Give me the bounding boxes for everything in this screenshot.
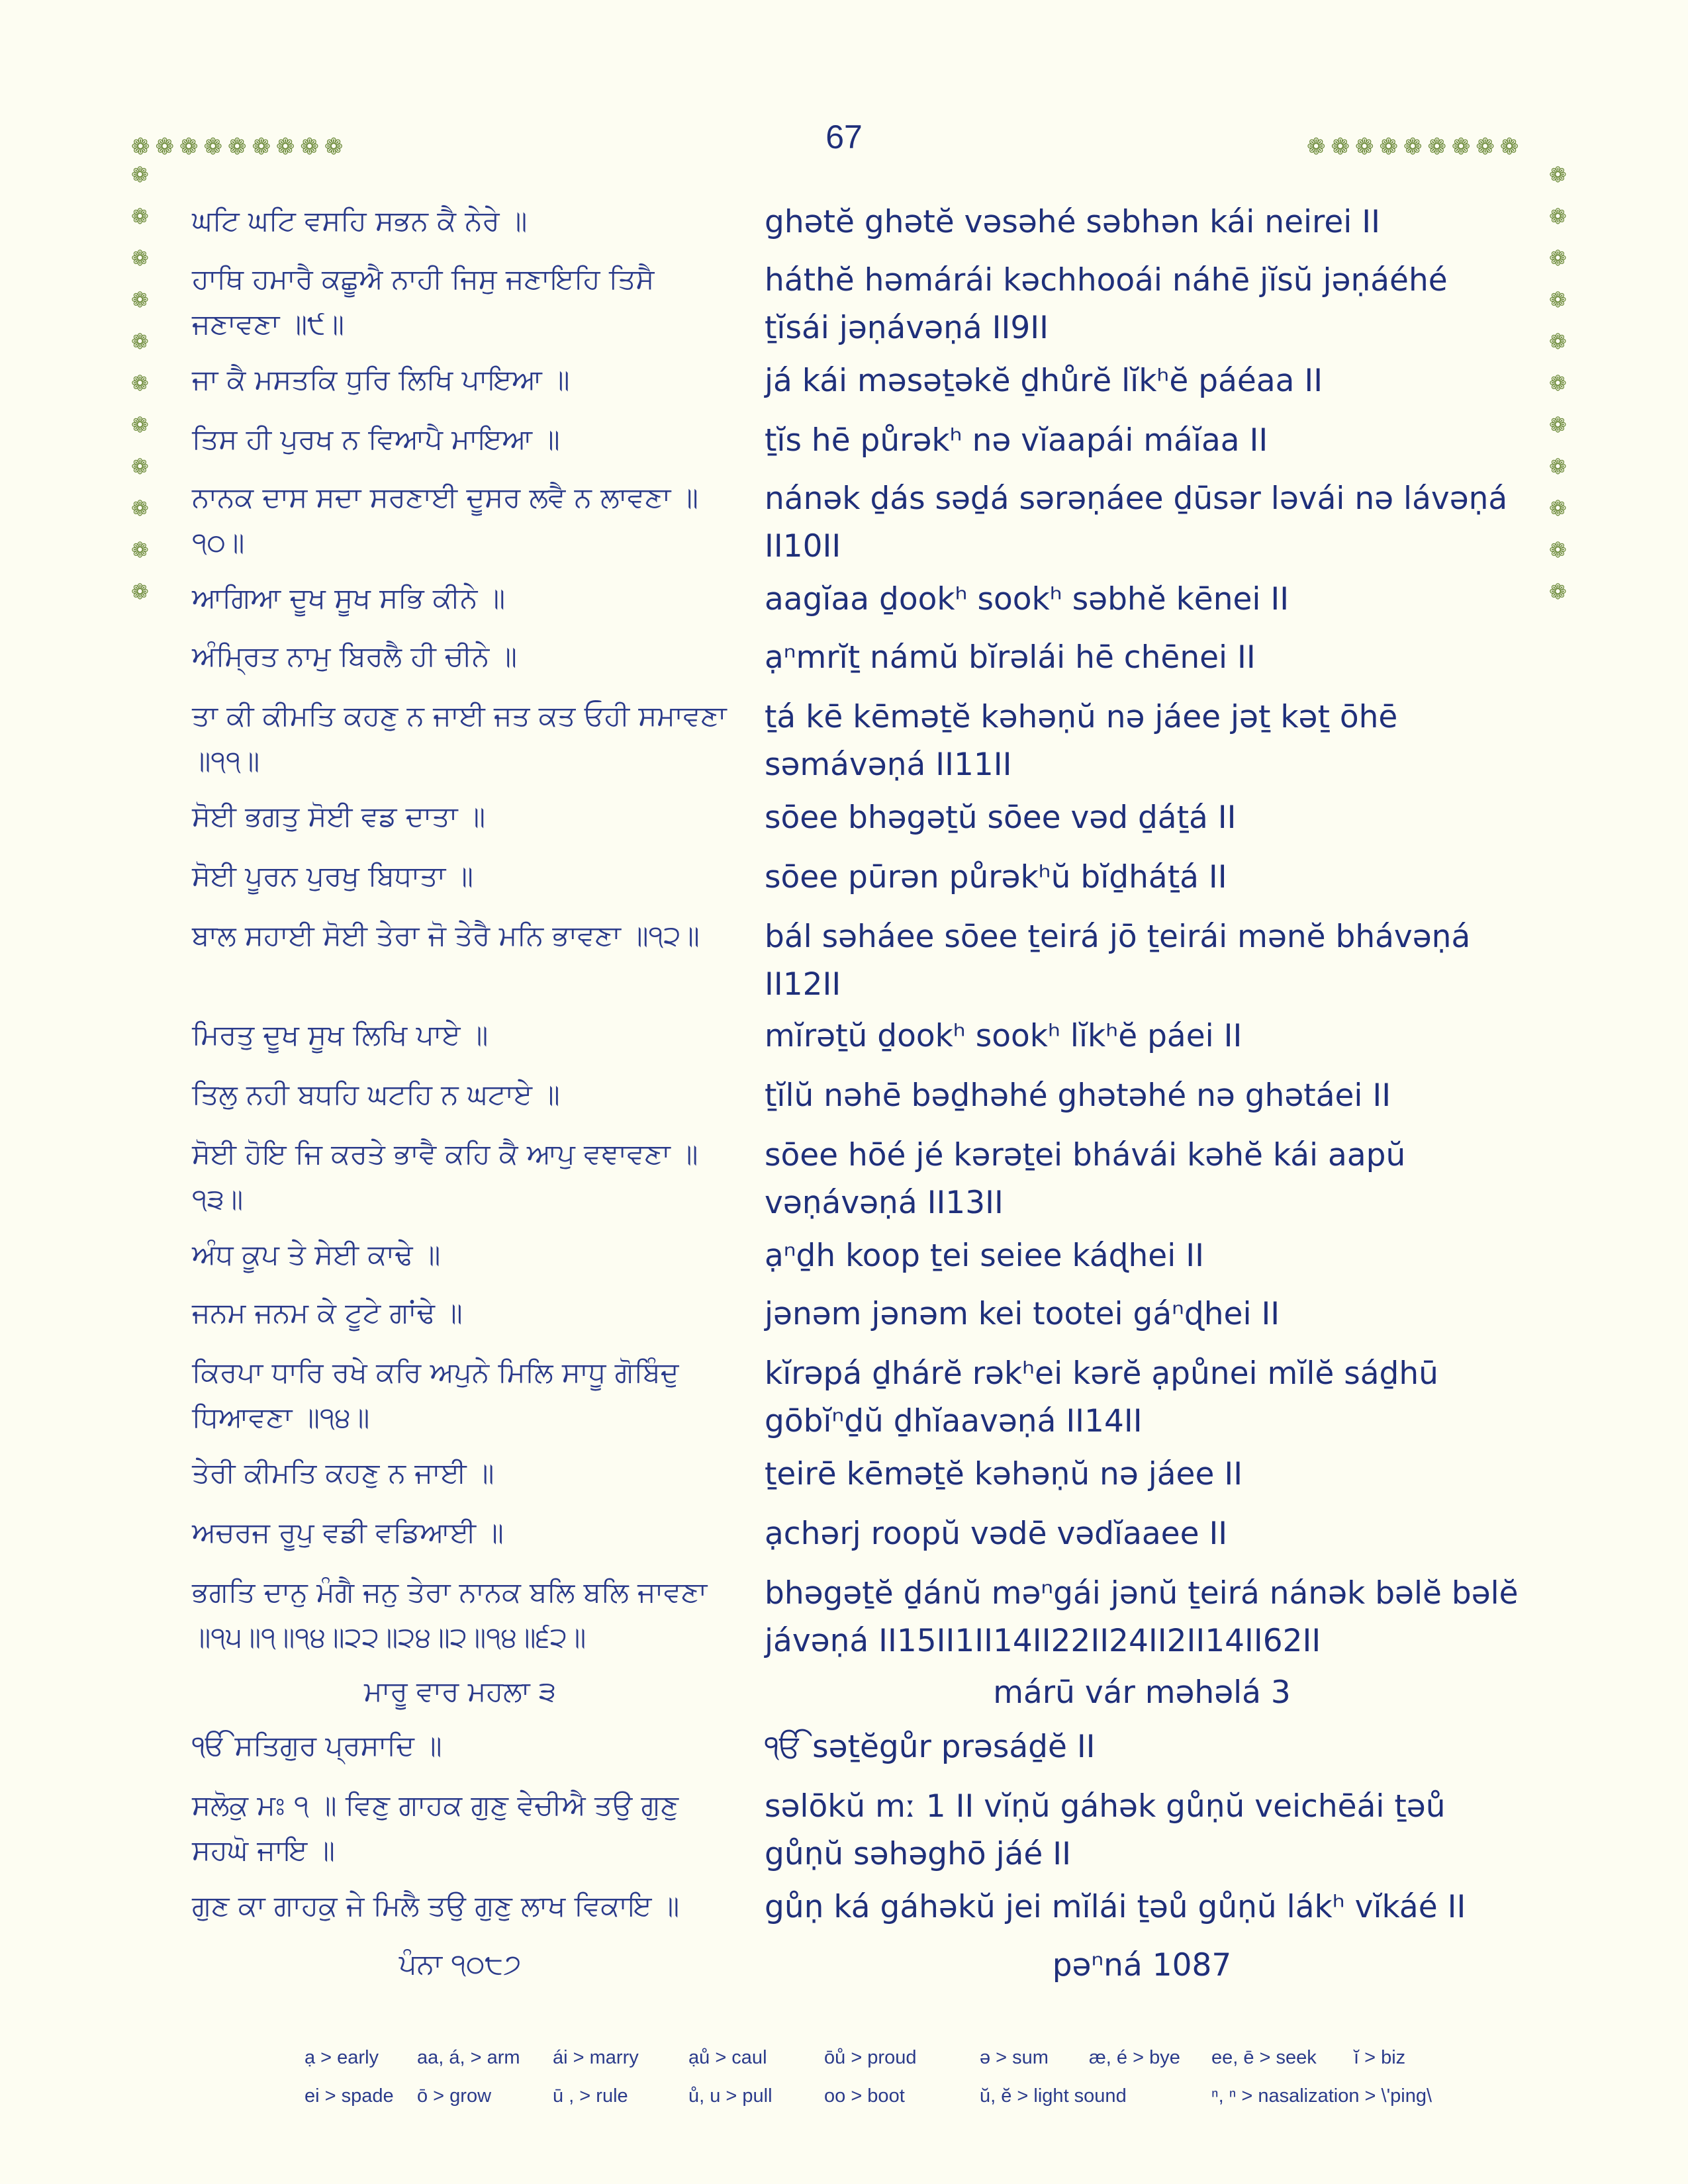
transliteration-line: bál səháee sōee ṯeirá jō ṯeirái mənĕ bhávəṇá II12II bbox=[765, 919, 1471, 1003]
transliteration-line: mĭrəṯŭ ḏookʰ sookʰ lĭkʰĕ páei II bbox=[765, 1018, 1243, 1054]
gurmukhi-line: ਆਗਿਆ ਦੂਖ ਸੂਖ ਸਭਿ ਕੀਨੇ ॥ bbox=[192, 582, 506, 614]
gurmukhi-line: ਸਲੋਕੁ ਮਃ ੧ ॥ ਵਿਣੁ ਗਾਹਕ ਗੁਣੁ ਵੇਚੀਐ ਤਉ ਗੁਣੁ ਸਹਘੋ ਜਾਇ ॥ bbox=[192, 1789, 679, 1866]
legend-row-1 bbox=[305, 2038, 1496, 2077]
gurmukhi-line: ਸੋਈ ਭਗਤੁ ਸੋਈ ਵਡ ਦਾਤਾ ॥ bbox=[192, 800, 486, 833]
legend-item: ů, u > pull bbox=[688, 2085, 773, 2107]
legend-item: ōů > proud bbox=[824, 2046, 917, 2068]
transliteration-line: bhəgəṯĕ ḏánŭ məⁿgái jənŭ ṯeirá nánək bəlĕ bəlĕ jávəṇá II15II1II14II22II24II2II14II62II bbox=[765, 1575, 1519, 1659]
gurmukhi-line: ੴ ਸਤਿਗੁਰ ਪ੍ਰਸਾਦਿ ॥ bbox=[192, 1729, 442, 1762]
gurmukhi-line: ਤਿਸ ਹੀ ਪੁਰਖ ਨ ਵਿਆਪੈ ਮਾਇਆ ॥ bbox=[192, 423, 560, 455]
legend-item: ō > grow bbox=[417, 2085, 492, 2107]
gurmukhi-line: ਬਾਲ ਸਹਾਈ ਸੋਈ ਤੇਰਾ ਜੋ ਤੇਰੈ ਮਨਿ ਭਾਵਣਾ ॥੧੨॥ bbox=[192, 919, 700, 952]
transliteration-line: ghətĕ ghətĕ vəsəhé səbhən kái neirei II bbox=[765, 204, 1380, 240]
legend-item: ū , > rule bbox=[553, 2085, 628, 2107]
gurmukhi-line: ਨਾਨਕ ਦਾਸ ਸਦਾ ਸਰਣਾਈ ਦੂਸਰ ਲਵੈ ਨ ਲਾਵਣਾ ॥੧੦॥ bbox=[192, 481, 698, 559]
top-left-ornament-row: ❁❁❁❁❁❁❁❁❁ bbox=[131, 134, 349, 160]
gurmukhi-line: ਤਿਲੁ ਨਹੀ ਬਧਹਿ ਘਟਹਿ ਨ ਘਟਾਏ ॥ bbox=[192, 1078, 560, 1111]
legend-item: ei > spade bbox=[305, 2085, 394, 2107]
gurmukhi-line: ਅਚਰਜ ਰੂਪੁ ਵਡੀ ਵਡਿਆਈ ॥ bbox=[192, 1516, 504, 1549]
gurmukhi-line: ਅੰਧ ਕੂਪ ਤੇ ਸੇਈ ਕਾਢੇ ॥ bbox=[192, 1238, 441, 1271]
legend-item: æ, é > bye bbox=[1089, 2046, 1180, 2068]
transliteration-line: kĭrəpá ḏhárĕ rəkʰei kərĕ ạpůnei mĭlĕ sáḏhū gōbĭⁿḏŭ ḏhĭaavəṇá II14II bbox=[765, 1355, 1438, 1439]
transliteration-line: ạⁿḏh koop ṯei seiee káɖhei II bbox=[765, 1238, 1204, 1274]
transliteration-line: háthĕ həmárái kəchhooái náhē jĭsŭ jəṇáéhé ṯĭsái jəṇávəṇá II9II bbox=[765, 262, 1448, 346]
pronunciation-legend bbox=[305, 2038, 1496, 2115]
gurmukhi-line: ਹਾਥਿ ਹਮਾਰੈ ਕਛੂਐ ਨਾਹੀ ਜਿਸੁ ਜਣਾਇਹਿ ਤਿਸੈ ਜਣਾਵਣਾ ॥੯॥ bbox=[192, 263, 655, 340]
transliteration-line: aagĭaa ḏookʰ sookʰ səbhĕ kēnei II bbox=[765, 581, 1289, 617]
right-ornament-column: ❁ ❁ ❁ ❁ ❁ ❁ ❁ ❁ ❁ ❁ ❁ bbox=[1549, 162, 1567, 604]
gurmukhi-line: ਸੋਈ ਪੂਰਨ ਪੁਰਖੁ ਬਿਧਾਤਾ ॥ bbox=[192, 860, 473, 892]
legend-item: aa, á, > arm bbox=[417, 2046, 520, 2068]
gurmukhi-line: ਜਾ ਕੈ ਮਸਤਕਿ ਧੁਰਿ ਲਿਖਿ ਪਾਇਆ ॥ bbox=[192, 363, 570, 396]
gurmukhi-line: ਮਿਰਤੁ ਦੂਖ ਸੂਖ ਲਿਖਿ ਪਾਏ ॥ bbox=[192, 1019, 489, 1051]
page-reference-gurmukhi: ਪੰਨਾ ੧੦੮੭ bbox=[399, 1948, 522, 1980]
transliteration-line: já kái məsəṯəkĕ ḏhůrĕ lĭkʰĕ páéaa II bbox=[765, 363, 1323, 399]
legend-item: ĭ > biz bbox=[1354, 2046, 1406, 2068]
transliteration-line: ṯá kē kēməṯĕ kəhəṇŭ nə jáee jəṯ kəṯ ōhē səmávəṇá II11II bbox=[765, 699, 1398, 783]
gurmukhi-line: ਤੇਰੀ ਕੀਮਤਿ ਕਹਣੁ ਨ ਜਾਈ ॥ bbox=[192, 1457, 494, 1489]
legend-item: ái > marry bbox=[553, 2046, 639, 2068]
gurmukhi-line: ਕਿਰਪਾ ਧਾਰਿ ਰਖੇ ਕਰਿ ਅਪੁਨੇ ਮਿਲਿ ਸਾਧੂ ਗੋਬਿੰਦੁ ਧਿਆਵਣਾ ॥੧੪॥ bbox=[192, 1356, 679, 1433]
top-right-ornament-row: ❁❁❁❁❁❁❁❁❁ bbox=[1307, 134, 1524, 160]
legend-item: ee, ē > seek bbox=[1211, 2046, 1317, 2068]
transliteration-line: jənəm jənəm kei tootei gáⁿɖhei II bbox=[765, 1296, 1280, 1332]
page-number: 67 bbox=[825, 118, 863, 156]
gurmukhi-line: ਅੰਮ੍ਰਿਤ ਨਾਮੁ ਬਿਰਲੈ ਹੀ ਚੀਨੇ ॥ bbox=[192, 640, 517, 672]
legend-row-2 bbox=[305, 2077, 1496, 2115]
gurmukhi-line: ਭਗਤਿ ਦਾਨੁ ਮੰਗੈ ਜਨੁ ਤੇਰਾ ਨਾਨਕ ਬਲਿ ਬਲਿ ਜਾਵਣਾ ॥੧੫॥੧॥੧੪॥੨੨॥੨੪॥੨॥੧੪॥੬੨॥ bbox=[192, 1576, 708, 1653]
left-ornament-column: ❁ ❁ ❁ ❁ ❁ ❁ ❁ ❁ ❁ ❁ ❁ bbox=[131, 162, 149, 604]
transliteration-line: sōee bhəgəṯŭ sōee vəd ḏáṯá II bbox=[765, 799, 1237, 836]
legend-item: ạů > caul bbox=[688, 2046, 767, 2068]
legend-item: ə > sum bbox=[980, 2046, 1049, 2068]
section-heading-gurmukhi: ਮਾਰੂ ਵਾਰ ਮਹਲਾ ੩ bbox=[363, 1675, 557, 1707]
transliteration-line: ṯeirē kēməṯĕ kəhəṇŭ nə jáee II bbox=[765, 1456, 1243, 1492]
transliteration-line: ạⁿmrĭṯ námŭ bĭrəlái hē chēnei II bbox=[765, 639, 1256, 676]
legend-item: ŭ, ĕ > light sound bbox=[980, 2085, 1127, 2107]
gurmukhi-line: ਜਨਮ ਜਨਮ ਕੇ ਟੂਟੇ ਗਾਂਢੇ ॥ bbox=[192, 1297, 463, 1329]
transliteration-line: ੴ səṯĕgůr prəsáḏĕ II bbox=[765, 1729, 1096, 1765]
transliteration-line: sōee pūrən půrəkʰŭ bĭḏháṯá II bbox=[765, 859, 1227, 895]
gurmukhi-line: ਗੁਣ ਕਾ ਗਾਹਕੁ ਜੇ ਮਿਲੈ ਤਉ ਗੁਣੁ ਲਾਖ ਵਿਕਾਇ ॥ bbox=[192, 1889, 680, 1922]
gurmukhi-line: ਘਟਿ ਘਟਿ ਵਸਹਿ ਸਭਨ ਕੈ ਨੇਰੇ ॥ bbox=[192, 205, 528, 237]
transliteration-line: sōee hōé jé kərəṯei bhávái kəhĕ kái aapŭ vəṇávəṇá II13II bbox=[765, 1137, 1406, 1221]
gurmukhi-line: ਤਾ ਕੀ ਕੀਮਤਿ ਕਹਣੁ ਨ ਜਾਈ ਜਤ ਕਤ ਓਹੀ ਸਮਾਵਣਾ ॥੧੧॥ bbox=[192, 700, 727, 777]
transliteration-line: gůṇ ká gáhəkŭ jei mĭlái ṯəů gůṇŭ lákʰ vĭkáé II bbox=[765, 1889, 1466, 1925]
transliteration-line: ṯĭlŭ nəhē bəḏhəhé ghətəhé nə ghətáei II bbox=[765, 1077, 1391, 1114]
transliteration-line: səlōkŭ mː 1 II vĭṇŭ gáhək gůṇŭ veichēái ṯəů gůṇŭ səhəghō jáé II bbox=[765, 1788, 1446, 1872]
transliteration-line: nánək ḏás səḏá sərəṇáee ḏūsər ləvái nə lávəṇá II10II bbox=[765, 480, 1508, 565]
legend-item: ạ > early bbox=[305, 2046, 379, 2068]
transliteration-line: ṯĭs hē půrəkʰ nə vĭaapái máĭaa II bbox=[765, 422, 1268, 459]
legend-item: oo > boot bbox=[824, 2085, 905, 2107]
legend-item: ⁿ, ⁿ > nasalization > \'ping\ bbox=[1211, 2085, 1432, 2107]
gurmukhi-line: ਸੋਈ ਹੋਇ ਜਿ ਕਰਤੇ ਭਾਵੈ ਕਹਿ ਕੈ ਆਪੁ ਵਞਾਵਣਾ ॥੧੩॥ bbox=[192, 1138, 698, 1215]
section-heading-transliteration: márū vár məhəlá 3 bbox=[993, 1674, 1291, 1711]
page-reference-transliteration: pəⁿná 1087 bbox=[1052, 1947, 1232, 1983]
transliteration-line: ạchərj roopŭ vədē vədĭaaee II bbox=[765, 1516, 1228, 1552]
